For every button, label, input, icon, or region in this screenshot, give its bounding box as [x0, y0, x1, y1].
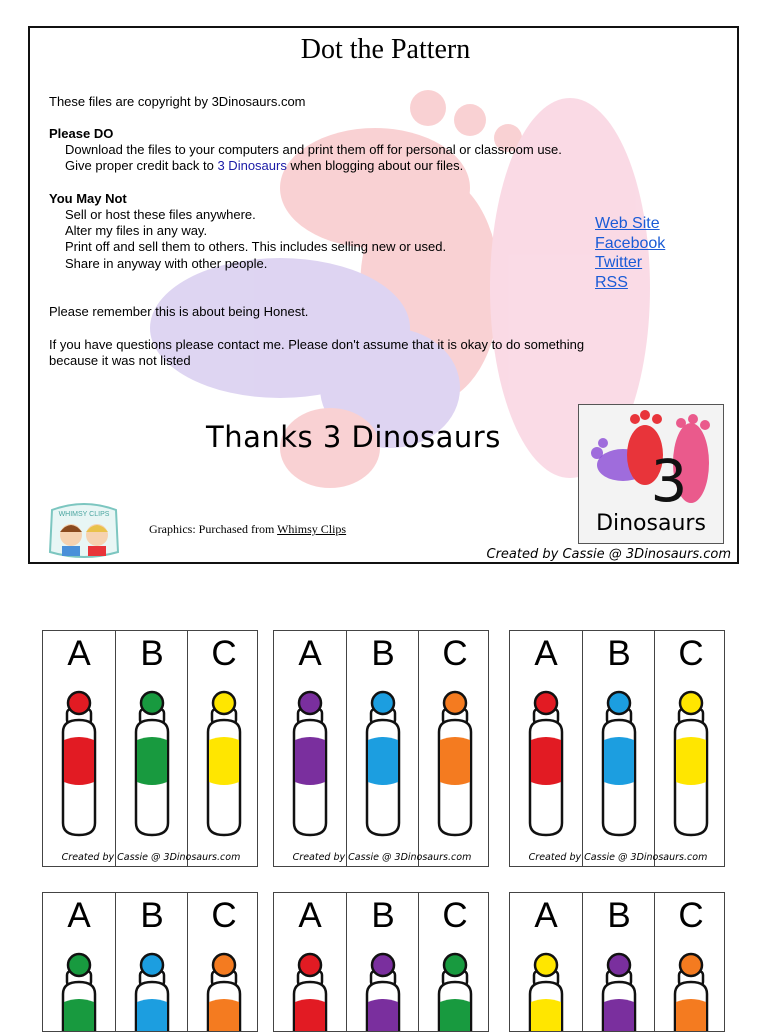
pattern-slot	[115, 893, 188, 1031]
dot-marker-icon	[597, 952, 641, 1032]
slot-letter: A	[298, 634, 322, 673]
slot-letter: B	[607, 896, 631, 935]
pattern-slot	[274, 631, 346, 866]
dot-marker-icon	[433, 952, 477, 1032]
dot-marker-icon	[202, 952, 246, 1032]
may-not-item-2: Alter my files in any way.	[65, 223, 208, 238]
card-credit: Created by Cassie @ 3Dinosaurs.com	[292, 852, 472, 863]
slot-letter: C	[442, 896, 468, 935]
may-not-item-3: Print off and sell them to others. This includes selling new or used.	[65, 239, 447, 254]
terms-of-use-panel	[28, 26, 739, 564]
pattern-slot	[510, 631, 582, 866]
pattern-card	[509, 892, 725, 1032]
thanks-signature: Thanks 3 Dinosaurs	[206, 420, 501, 454]
may-not-item-4: Share in anyway with other people.	[65, 256, 268, 271]
questions-line-2: because it was not listed	[49, 353, 191, 368]
may-not-heading: You May Not	[49, 191, 127, 206]
dot-marker-icon	[361, 952, 405, 1032]
dot-marker-icon	[669, 952, 713, 1032]
honesty-note: Please remember this is about being Honest.	[49, 304, 309, 319]
pattern-slot	[346, 893, 419, 1031]
pattern-slot	[582, 893, 655, 1031]
website-link[interactable]: Web Site	[595, 215, 660, 232]
please-do-item-2	[65, 158, 463, 173]
slot-letter: B	[607, 634, 631, 673]
slot-letter: C	[442, 634, 468, 673]
whimsy-clips-logo	[46, 500, 122, 560]
slot-letter: A	[67, 896, 91, 935]
dot-marker-icon	[57, 690, 101, 837]
dot-marker-icon	[288, 690, 332, 837]
pattern-slot	[187, 631, 258, 866]
pattern-slot	[43, 631, 115, 866]
pattern-slot	[418, 631, 489, 866]
slot-letter: B	[371, 896, 395, 935]
whimsy-label: WHIMSY CLIPS	[58, 511, 110, 518]
dot-marker-icon	[597, 690, 641, 837]
logo-word: Dinosaurs	[596, 511, 706, 536]
dot-marker-icon	[361, 690, 405, 837]
card-credit: Created by Cassie @ 3Dinosaurs.com	[61, 852, 241, 863]
may-not-item-1: Sell or host these files anywhere.	[65, 207, 256, 222]
dot-marker-icon	[202, 690, 246, 837]
card-credit: Created by Cassie @ 3Dinosaurs.com	[528, 852, 708, 863]
pattern-card	[42, 630, 258, 867]
pattern-card	[42, 892, 258, 1032]
pattern-slot	[43, 893, 115, 1031]
dot-marker-icon	[57, 952, 101, 1032]
pattern-slot	[274, 893, 346, 1031]
pattern-card	[509, 630, 725, 867]
dot-marker-icon	[669, 690, 713, 837]
slot-letter: B	[371, 634, 395, 673]
pattern-card	[273, 630, 489, 867]
logo-footprints-icon	[579, 405, 723, 515]
social-links	[595, 214, 665, 292]
graphics-credit	[149, 522, 346, 537]
three-dinosaurs-logo	[578, 404, 724, 544]
slot-letter: C	[211, 634, 237, 673]
pattern-slot	[187, 893, 258, 1031]
please-do-item-1: Download the files to your computers and print them off for personal or classroom use.	[65, 142, 562, 157]
whimsy-clips-link[interactable]: Whimsy Clips	[277, 522, 347, 536]
pattern-slot	[346, 631, 419, 866]
pattern-slot	[418, 893, 489, 1031]
pattern-slot	[115, 631, 188, 866]
page-title: Dot the Pattern	[300, 34, 471, 65]
dot-marker-icon	[130, 952, 174, 1032]
please-do-item-2-post: when blogging about our files.	[286, 158, 464, 173]
slot-letter: C	[211, 896, 237, 935]
logo-digit: 3	[650, 447, 688, 515]
slot-letter: B	[140, 896, 164, 935]
dot-marker-icon	[288, 952, 332, 1032]
slot-letter: A	[298, 896, 322, 935]
slot-letter: C	[678, 896, 704, 935]
please-do-item-2-pre: Give proper credit back to	[65, 158, 218, 173]
copyright-notice: These files are copyright by 3Dinosaurs.com	[49, 94, 306, 109]
facebook-link[interactable]: Facebook	[595, 234, 666, 252]
slot-letter: A	[534, 634, 558, 673]
dot-marker-icon	[524, 952, 568, 1032]
pattern-card	[273, 892, 489, 1032]
slot-letter: B	[140, 634, 164, 673]
dot-marker-icon	[524, 690, 568, 837]
pattern-slot	[582, 631, 655, 866]
pattern-slot	[654, 893, 725, 1031]
please-do-heading: Please DO	[49, 126, 114, 141]
slot-letter: A	[67, 634, 91, 673]
created-by-credit: Created by Cassie @ 3Dinosaurs.com	[486, 547, 731, 562]
graphics-prefix: Graphics: Purchased from	[149, 522, 278, 536]
dot-marker-icon	[130, 690, 174, 837]
three-dinosaurs-link[interactable]: 3 Dinosaurs	[217, 158, 287, 173]
pattern-slot	[510, 893, 582, 1031]
slot-letter: C	[678, 634, 704, 673]
slot-letter: A	[534, 896, 558, 935]
rss-link[interactable]: RSS	[595, 273, 628, 291]
twitter-link[interactable]: Twitter	[595, 254, 643, 271]
dot-marker-icon	[433, 690, 477, 837]
pattern-slot	[654, 631, 725, 866]
questions-line-1: If you have questions please contact me. Please don't assume that it is okay to do something	[49, 337, 585, 352]
